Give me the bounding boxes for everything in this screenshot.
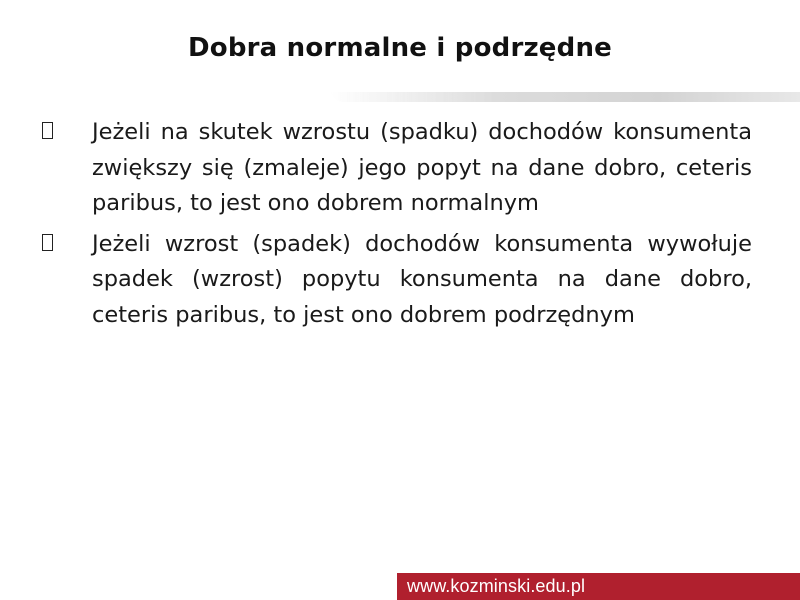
bullet-item-inferior-goods (40, 227, 752, 334)
bullet-text: Jeżeli na skutek wzrostu (spadku) dochodów konsumenta zwiększy się (zmaleje) jego popyt na dane dobro, ceteris paribus, to jest ono dobrem normalnym (92, 119, 752, 216)
bullet-square-icon (42, 122, 53, 139)
slide-title: Dobra normalne i podrzędne (187, 33, 612, 63)
bullet-item-normal-goods (40, 115, 752, 222)
bullet-square-icon (42, 234, 53, 251)
bullet-text: Jeżeli wzrost (spadek) dochodów konsumenta wywołuje spadek (wzrost) popytu konsumenta na dane dobro, ceteris paribus, to jest ono dobrem podrzędnym (92, 230, 752, 328)
footer-url[interactable]: www.kozminski.edu.pl (407, 576, 586, 596)
footer-banner (397, 573, 800, 600)
title-divider (330, 88, 800, 102)
bullet-list (40, 115, 752, 338)
